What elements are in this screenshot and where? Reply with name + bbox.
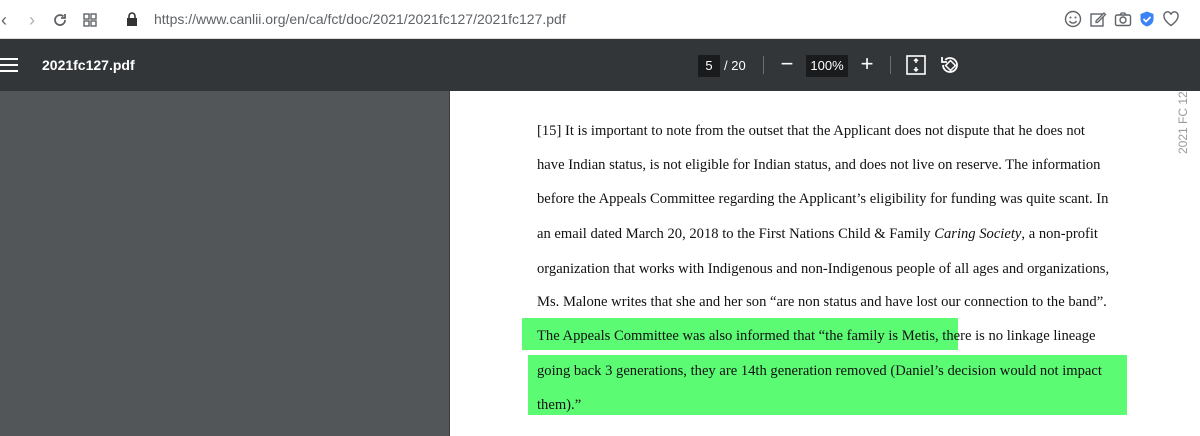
viewer-background xyxy=(0,91,449,436)
rotate-icon[interactable] xyxy=(938,53,962,77)
back-icon[interactable]: ‹ xyxy=(1,10,7,30)
paragraph-line: them).” xyxy=(537,397,582,413)
toolbar-divider xyxy=(890,56,891,74)
paragraph-line: organization that works with Indigenous and non-Indigenous people of all ages and organizations, xyxy=(537,261,1110,277)
heart-icon[interactable] xyxy=(1162,10,1182,30)
url-host: https://www.canlii.org xyxy=(154,11,286,27)
document-title: 2021fc127.pdf xyxy=(42,57,135,73)
paragraph-line: have Indian status, is not eligible for Indian status, and does not live on reserve. The information xyxy=(537,157,1101,173)
page-number-input[interactable]: 5 xyxy=(698,55,720,77)
apps-icon[interactable] xyxy=(78,8,102,32)
smiley-icon[interactable] xyxy=(1064,10,1084,30)
italic-organization-name: Caring Society xyxy=(934,226,1022,242)
zoom-level-input[interactable]: 100% xyxy=(806,55,848,77)
paragraph-line: before the Appeals Committee regarding the Applicant’s eligibility for funding was quite scant. In xyxy=(537,191,1109,207)
page-total: / 20 xyxy=(724,58,746,73)
paragraph-text: , a non-profit xyxy=(1021,226,1098,242)
paragraph-text: an email dated March 20, 2018 to the First Nations Child & Family xyxy=(537,226,935,242)
zoom-out-button[interactable]: − xyxy=(780,51,794,76)
pdf-toolbar xyxy=(0,39,1200,91)
url-path: /en/ca/fct/doc/2021/2021fc127/2021fc127.pdf xyxy=(285,11,566,27)
lock-icon[interactable] xyxy=(120,8,144,32)
reload-icon[interactable] xyxy=(48,8,72,32)
camera-icon[interactable] xyxy=(1114,10,1134,30)
forward-icon[interactable]: › xyxy=(29,10,35,30)
browser-toolbar xyxy=(0,0,1200,39)
toolbar-divider xyxy=(763,56,764,74)
menu-icon[interactable] xyxy=(0,55,20,75)
edit-icon[interactable] xyxy=(1089,10,1109,30)
paragraph-line: [15] It is important to note from the outset that the Applicant does not dispute that he does not xyxy=(537,123,1085,139)
fit-page-icon[interactable] xyxy=(905,54,927,76)
paragraph-line: going back 3 generations, they are 14th generation removed (Daniel’s decision would not impact xyxy=(537,363,1102,379)
zoom-in-button[interactable]: + xyxy=(860,51,874,76)
citation-stamp: 2021 FC 12 xyxy=(1176,91,1190,154)
address-bar[interactable] xyxy=(154,11,566,27)
page-edge xyxy=(449,91,450,436)
paragraph-line xyxy=(537,226,1098,243)
paragraph-line: Ms. Malone writes that she and her son “are non status and have lost our connection to the band”. xyxy=(537,294,1107,310)
paragraph-line: The Appeals Committee was also informed that “the family is Metis, there is no linkage lineage xyxy=(537,328,1096,344)
shield-icon[interactable] xyxy=(1138,10,1158,30)
